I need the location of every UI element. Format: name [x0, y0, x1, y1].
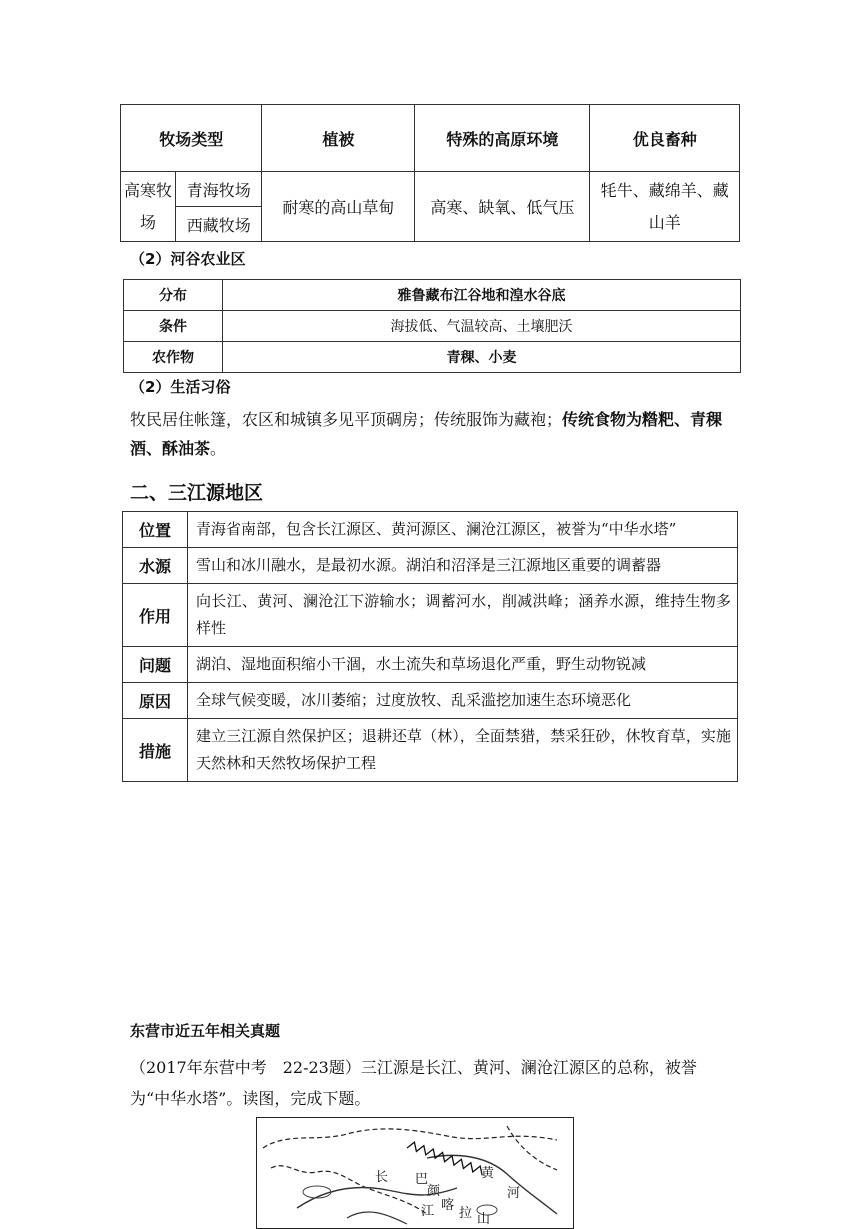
row-label: 位置: [123, 512, 188, 548]
header-livestock: 优良畜种: [590, 105, 740, 172]
row-value: 青稞、小麦: [223, 342, 741, 373]
row-label: 原因: [123, 683, 188, 719]
map-label: 拉: [459, 1206, 473, 1221]
row-value: 雅鲁藏布江谷地和湟水谷底: [223, 280, 741, 311]
row-label: 分布: [124, 280, 223, 311]
row-value: 湖泊、湿地面积缩小干涸，水土流失和草场退化严重，野生动物锐减: [188, 647, 738, 683]
pasture-table: [120, 104, 740, 242]
exam-question-text: （2017年东营中考 22-23题）三江源是长江、黄河、澜沧江源区的总称，被誉为“中华水塔”。读图，完成下题。: [130, 1058, 697, 1108]
map-label: 长: [375, 1170, 389, 1185]
valley-heading: （2）河谷农业区: [130, 250, 246, 268]
row-label: 农作物: [124, 342, 223, 373]
livestock-cell: 牦牛、藏绵羊、藏山羊: [590, 172, 740, 242]
table-row: [123, 512, 738, 548]
section-title: 二、三江源地区: [130, 482, 264, 504]
map-label: 山: [477, 1212, 491, 1227]
map-label: 江: [421, 1204, 435, 1219]
map-label: 颜: [427, 1184, 441, 1199]
row-label: 水源: [123, 548, 188, 584]
table-row: [123, 647, 738, 683]
row-label: 措施: [123, 719, 188, 782]
customs-end: 。: [210, 439, 227, 458]
customs-food-text: 传统食物为糌粑、青稞酒、酥油茶: [130, 410, 723, 458]
header-vegetation: 植被: [262, 105, 415, 172]
table-row: [123, 548, 738, 584]
header-environment: 特殊的高原环境: [415, 105, 590, 172]
table-row: [123, 584, 738, 647]
header-pasture-type: 牧场类型: [121, 105, 262, 172]
map-label: 巴: [415, 1172, 429, 1187]
row-label: 条件: [124, 311, 223, 342]
table-row: [123, 719, 738, 782]
sanjiangyuan-map: [256, 1117, 574, 1229]
table-row: [124, 311, 741, 342]
table-row: [124, 280, 741, 311]
row-value: 青海省南部，包含长江源区、黄河源区、澜沧江源区，被誉为“中华水塔”: [188, 512, 738, 548]
table-row: [124, 342, 741, 373]
row-value: 海拔低、气温较高、土壤肥沃: [223, 311, 741, 342]
row-value: 建立三江源自然保护区；退耕还草（林），全面禁猎，禁采狂砂，休牧育草，实施天然林和天然牧场保护工程: [188, 719, 738, 782]
map-label: 黄: [481, 1166, 495, 1181]
row-value: 雪山和冰川融水，是最初水源。湖泊和沼泽是三江源地区重要的调蓄器: [188, 548, 738, 584]
customs-paragraph: [130, 405, 734, 463]
environment-cell: 高寒、缺氧、低气压: [415, 172, 590, 242]
row-label: 问题: [123, 647, 188, 683]
alpine-pasture-label: 高寒牧场: [121, 172, 176, 242]
map-label: 喀: [441, 1198, 455, 1213]
exam-heading: 东营市近五年相关真题: [130, 1022, 281, 1040]
row-label: 作用: [123, 584, 188, 647]
row-value: 向长江、黄河、澜沧江下游输水；调蓄河水，削减洪峰；涵养水源，维持生物多样性: [188, 584, 738, 647]
map-label: 河: [507, 1186, 521, 1201]
valley-table: [123, 279, 741, 373]
qinghai-pasture: 青海牧场: [176, 172, 262, 207]
vegetation-cell: 耐寒的高山草甸: [262, 172, 415, 242]
table-row: [123, 683, 738, 719]
row-value: 全球气候变暖，冰川萎缩；过度放牧、乱采滥挖加速生态环境恶化: [188, 683, 738, 719]
customs-text: 牧民居住帐篷，农区和城镇多见平顶碉房；传统服饰为藏袍；: [130, 410, 563, 429]
tibet-pasture: 西藏牧场: [176, 207, 262, 242]
customs-heading: （2）生活习俗: [130, 378, 231, 396]
sanjiang-table: [122, 511, 738, 782]
